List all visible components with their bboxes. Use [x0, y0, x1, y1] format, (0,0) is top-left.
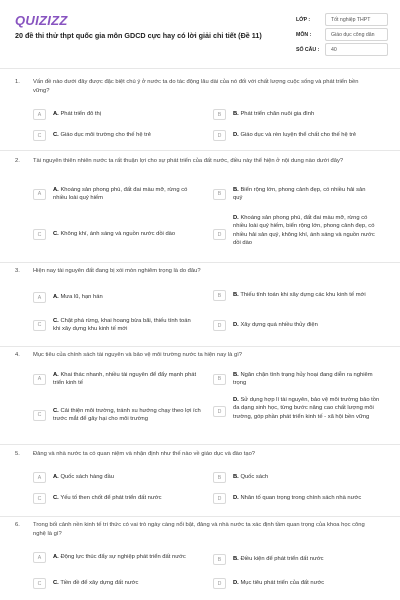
question-5 — [0, 444, 400, 516]
option-text: D. Sử dụng hợp lí tài nguyên, bảo vệ môi trường bảo tồn đa dạng sinh học, từng bước nâng cao chất lượng môi trường, góp phần phát triển kinh tế - xã hội bền vững — [233, 397, 380, 420]
option-text: C. Yếu tố then chốt để phát triển đất nước — [53, 495, 162, 502]
question-number: 3. — [15, 268, 20, 274]
option-text: A. Động lực thúc đẩy sự nghiệp phát triển đất nước — [53, 554, 186, 561]
option-box[interactable]: B — [213, 109, 226, 120]
option-a[interactable] — [33, 186, 203, 203]
option-a[interactable] — [33, 472, 203, 483]
question-divider — [0, 346, 400, 347]
question-6 — [0, 516, 400, 600]
option-text: A. Phát triển đô thị — [53, 111, 102, 118]
option-text: D. Khoáng sản phong phú, đất đai màu mỡ, rừng có nhiều loài quý hiếm, biển rộng lớn, phong cảnh đẹp, có nhiều hải sản quý, không khí, ánh sáng và nguồn nước dồi dào — [233, 215, 375, 247]
option-box[interactable]: D — [213, 229, 226, 240]
question-text: Đảng và nhà nước ta có quan niệm và nhận định như thế nào về giáo dục và đào tạo? — [33, 451, 256, 457]
option-text: B. Quốc sách — [233, 474, 269, 481]
option-box[interactable]: C — [33, 229, 46, 240]
option-box[interactable]: B — [213, 290, 226, 301]
question-2 — [0, 150, 400, 262]
option-b[interactable] — [213, 186, 383, 203]
option-box[interactable]: D — [213, 406, 226, 417]
option-text: D. Mục tiêu phát triển của đất nước — [233, 580, 325, 587]
option-box[interactable]: B — [213, 189, 226, 200]
question-text: Vấn đề nào dưới đây được đặc biệt chú ý ở nước ta do tác động lâu dài của nó đối với chất lượng cuộc sống và phát triển bền vững? — [33, 79, 359, 94]
meta-value: Giáo dục công dân — [325, 28, 388, 41]
option-box[interactable]: B — [213, 472, 226, 483]
option-b[interactable] — [213, 472, 383, 483]
meta-key: MÔN : — [296, 31, 312, 38]
option-b[interactable] — [213, 109, 383, 120]
option-box[interactable]: C — [33, 410, 46, 421]
option-a[interactable] — [33, 371, 203, 388]
question-number: 5. — [15, 451, 20, 457]
page-title: 20 đề thi thử thpt quốc gia môn GDCD cực hay có lời giải chi tiết (Đề 11) — [15, 31, 262, 40]
option-d[interactable] — [213, 493, 388, 504]
option-text: D. Xây dựng quá nhiều thủy điện — [233, 322, 318, 329]
option-box[interactable]: A — [33, 552, 46, 563]
question-text: Hiện nay tài nguyên đất đang bị xói mòn nghiêm trọng là do đâu? — [33, 268, 201, 274]
meta-panel — [296, 12, 388, 57]
meta-value: Tốt nghiệp THPT — [325, 13, 388, 26]
option-box[interactable]: D — [213, 578, 226, 589]
meta-row-so-cau — [296, 42, 388, 57]
option-box[interactable]: B — [213, 554, 226, 565]
option-text: D. Nhân tố quan trọng trong chính sách nhà nước — [233, 495, 362, 502]
option-c[interactable] — [33, 578, 203, 589]
question-divider — [0, 262, 400, 263]
question-1 — [0, 68, 400, 150]
option-box[interactable]: D — [213, 130, 226, 141]
question-number: 4. — [15, 352, 20, 358]
option-c[interactable] — [33, 493, 203, 504]
option-a[interactable] — [33, 109, 203, 120]
option-text: C. Giáo dục môi trường cho thế hệ trẻ — [53, 132, 151, 139]
option-text: B. Điều kiện để phát triển đất nước — [233, 556, 324, 563]
header — [0, 0, 400, 68]
option-box[interactable]: C — [33, 130, 46, 141]
quizizz-logo — [15, 13, 68, 28]
option-box[interactable]: B — [213, 374, 226, 385]
option-a[interactable] — [33, 292, 203, 303]
option-text: B. Ngăn chặn tình trạng hủy hoại đang diễn ra nghiêm trọng — [233, 372, 373, 387]
option-box[interactable]: C — [33, 493, 46, 504]
option-text: A. Khai thác nhanh, nhiều tài nguyên để đẩy mạnh phát triển kinh tế — [53, 372, 197, 387]
option-d[interactable] — [213, 130, 383, 141]
option-c[interactable] — [33, 317, 203, 334]
option-text: B. Thiếu tính toán khi xây dựng các khu kinh tế mới — [233, 292, 366, 299]
logo-text: QUIZIZZ — [15, 13, 68, 28]
option-b[interactable] — [213, 371, 383, 388]
question-divider — [0, 150, 400, 151]
meta-row-lop — [296, 12, 388, 27]
option-d[interactable] — [213, 214, 383, 248]
question-number: 2. — [15, 158, 20, 164]
option-b[interactable] — [213, 554, 383, 565]
option-box[interactable]: C — [33, 320, 46, 331]
question-number: 6. — [15, 522, 20, 528]
option-a[interactable] — [33, 552, 203, 563]
question-text: Mục tiêu của chính sách tài nguyên và bảo vệ môi trường nước ta hiện nay là gì? — [33, 352, 243, 358]
question-number: 1. — [15, 79, 20, 85]
question-3 — [0, 262, 400, 346]
option-text: C. Tiền đề để xây dựng đất nước — [53, 580, 139, 587]
option-text: C. Không khí, ánh sáng và nguồn nước dồi dào — [53, 231, 176, 238]
option-text: D. Giáo dục và rèn luyện thể chất cho thế hệ trẻ — [233, 132, 357, 139]
question-text: Tài nguyên thiên nhiên nước ta rất thuận lợi cho sự phát triển của đất nước, điều này thể hiện ở nội dung nào dưới đây? — [33, 158, 344, 164]
option-box[interactable]: A — [33, 292, 46, 303]
option-box[interactable]: A — [33, 374, 46, 385]
option-d[interactable] — [213, 396, 383, 421]
question-divider — [0, 444, 400, 445]
option-box[interactable]: A — [33, 189, 46, 200]
option-box[interactable]: C — [33, 578, 46, 589]
option-box[interactable]: D — [213, 493, 226, 504]
option-text: B. Biển rộng lớn, phong cảnh đẹp, có nhiều hải sản quý — [233, 187, 366, 202]
option-box[interactable]: A — [33, 109, 46, 120]
question-text: Trong bối cảnh nền kinh tế tri thức có vai trò ngày càng nổi bật, đảng và nhà nước ta xác định tầm quan trọng của khoa học công nghệ là gì? — [33, 522, 365, 537]
meta-key: LỚP : — [296, 16, 311, 23]
meta-value: 40 — [325, 43, 388, 56]
option-text: C. Cải thiện môi trường, tránh xu hướng chạy theo lợi ích trước mắt để gây hại cho môi trường — [53, 408, 201, 423]
option-box[interactable]: D — [213, 320, 226, 331]
option-box[interactable]: A — [33, 472, 46, 483]
option-text: C. Chặt phá rừng, khai hoang bừa bãi, thiếu tính toán khi xây dựng khu kinh tế mới — [53, 318, 191, 333]
option-b[interactable] — [213, 290, 383, 301]
meta-key: SỐ CÂU : — [296, 46, 320, 53]
option-text: A. Quốc sách hàng đầu — [53, 474, 114, 481]
option-d[interactable] — [213, 578, 383, 589]
option-c[interactable] — [33, 229, 203, 240]
option-c[interactable] — [33, 407, 203, 424]
question-divider — [0, 516, 400, 517]
option-text: B. Phát triển chăn nuôi gia đình — [233, 111, 315, 118]
option-text: A. Khoáng sản phong phú, đất đai màu mỡ, rừng có nhiều loài quý hiếm — [53, 187, 188, 202]
question-4 — [0, 346, 400, 444]
meta-row-mon — [296, 27, 388, 42]
option-c[interactable] — [33, 130, 203, 141]
option-text: A. Mưa lũ, hạn hán — [53, 294, 103, 301]
option-d[interactable] — [213, 320, 383, 331]
